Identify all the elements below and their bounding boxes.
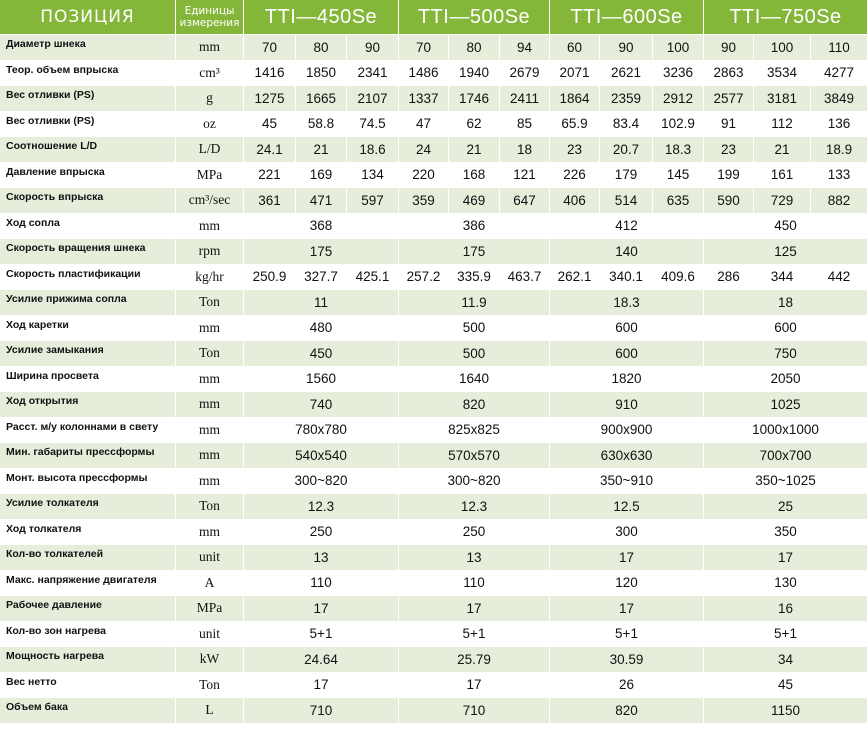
value-cell: 17	[244, 596, 399, 622]
value-cell: 21	[754, 137, 811, 163]
value-cell: 45	[244, 112, 296, 138]
value-cell: 1150	[704, 698, 868, 724]
value-cell: 570x570	[399, 443, 550, 469]
value-cell: 17	[550, 545, 704, 571]
value-cell: 600	[704, 316, 868, 342]
value-cell: 350~1025	[704, 469, 868, 495]
value-cell: 386	[399, 214, 550, 240]
param-label: Ход каретки	[0, 316, 176, 342]
value-cell: 133	[811, 163, 868, 189]
unit-cell: Ton	[176, 341, 244, 367]
value-cell: 18.3	[550, 290, 704, 316]
value-cell: 500	[399, 341, 550, 367]
value-cell: 24.1	[244, 137, 296, 163]
value-cell: 90	[600, 35, 653, 61]
value-cell: 24.64	[244, 647, 399, 673]
value-cell: 1820	[550, 367, 704, 393]
value-cell: 425.1	[347, 265, 399, 291]
value-cell: 140	[550, 239, 704, 265]
value-cell: 1416	[244, 61, 296, 87]
value-cell: 221	[244, 163, 296, 189]
value-cell: 257.2	[399, 265, 449, 291]
param-label: Расст. м/у колоннами в свету	[0, 418, 176, 444]
unit-cell: mm	[176, 418, 244, 444]
header-units: Единицы измерения	[176, 0, 244, 35]
value-cell: 2621	[600, 61, 653, 87]
value-cell: 47	[399, 112, 449, 138]
param-label: Кол-во зон нагрева	[0, 622, 176, 648]
value-cell: 3849	[811, 86, 868, 112]
value-cell: 45	[704, 673, 868, 699]
value-cell: 361	[244, 188, 296, 214]
unit-cell: mm	[176, 520, 244, 546]
value-cell: 168	[449, 163, 500, 189]
unit-cell: Ton	[176, 494, 244, 520]
value-cell: 450	[244, 341, 399, 367]
value-cell: 820	[550, 698, 704, 724]
param-label: Кол-во толкателей	[0, 545, 176, 571]
value-cell: 30.59	[550, 647, 704, 673]
value-cell: 58.8	[296, 112, 347, 138]
value-cell: 18	[500, 137, 550, 163]
value-cell: 91	[704, 112, 754, 138]
value-cell: 20.7	[600, 137, 653, 163]
value-cell: 100	[653, 35, 704, 61]
value-cell: 409.6	[653, 265, 704, 291]
value-cell: 286	[704, 265, 754, 291]
value-cell: 1486	[399, 61, 449, 87]
header-model-500: TTI—500Se	[399, 0, 550, 35]
value-cell: 5+1	[244, 622, 399, 648]
value-cell: 23	[704, 137, 754, 163]
value-cell: 34	[704, 647, 868, 673]
value-cell: 406	[550, 188, 600, 214]
value-cell: 368	[244, 214, 399, 240]
value-cell: 110	[811, 35, 868, 61]
value-cell: 469	[449, 188, 500, 214]
value-cell: 780x780	[244, 418, 399, 444]
param-label: Объем бака	[0, 698, 176, 724]
param-label: Усилие прижима сопла	[0, 290, 176, 316]
value-cell: 729	[754, 188, 811, 214]
param-label: Вес отливки (PS)	[0, 86, 176, 112]
value-cell: 250.9	[244, 265, 296, 291]
value-cell: 882	[811, 188, 868, 214]
value-cell: 80	[296, 35, 347, 61]
value-cell: 750	[704, 341, 868, 367]
value-cell: 2359	[600, 86, 653, 112]
value-cell: 1000x1000	[704, 418, 868, 444]
param-label: Вес нетто	[0, 673, 176, 699]
param-label: Соотношение L/D	[0, 137, 176, 163]
value-cell: 2577	[704, 86, 754, 112]
value-cell: 18.9	[811, 137, 868, 163]
value-cell: 110	[244, 571, 399, 597]
value-cell: 2107	[347, 86, 399, 112]
value-cell: 635	[653, 188, 704, 214]
value-cell: 514	[600, 188, 653, 214]
value-cell: 26	[550, 673, 704, 699]
param-label: Скорость пластификации	[0, 265, 176, 291]
value-cell: 13	[244, 545, 399, 571]
value-cell: 18	[704, 290, 868, 316]
value-cell: 60	[550, 35, 600, 61]
value-cell: 340.1	[600, 265, 653, 291]
value-cell: 179	[600, 163, 653, 189]
value-cell: 1850	[296, 61, 347, 87]
header-model-750: TTI—750Se	[704, 0, 868, 35]
param-label: Макс. напряжение двигателя	[0, 571, 176, 597]
param-label: Рабочее давление	[0, 596, 176, 622]
param-label: Усилие толкателя	[0, 494, 176, 520]
value-cell: 1864	[550, 86, 600, 112]
value-cell: 90	[347, 35, 399, 61]
value-cell: 199	[704, 163, 754, 189]
value-cell: 1940	[449, 61, 500, 87]
unit-cell: kg/hr	[176, 265, 244, 291]
value-cell: 102.9	[653, 112, 704, 138]
header-position: ПОЗИЦИЯ	[0, 0, 176, 35]
value-cell: 262.1	[550, 265, 600, 291]
unit-cell: mm	[176, 35, 244, 61]
value-cell: 70	[399, 35, 449, 61]
value-cell: 900x900	[550, 418, 704, 444]
value-cell: 120	[550, 571, 704, 597]
value-cell: 2341	[347, 61, 399, 87]
unit-cell: rpm	[176, 239, 244, 265]
value-cell: 12.5	[550, 494, 704, 520]
value-cell: 16	[704, 596, 868, 622]
value-cell: 335.9	[449, 265, 500, 291]
value-cell: 2071	[550, 61, 600, 87]
value-cell: 2679	[500, 61, 550, 87]
value-cell: 4277	[811, 61, 868, 87]
value-cell: 17	[704, 545, 868, 571]
value-cell: 125	[704, 239, 868, 265]
value-cell: 300	[550, 520, 704, 546]
value-cell: 480	[244, 316, 399, 342]
value-cell: 1560	[244, 367, 399, 393]
unit-cell: mm	[176, 469, 244, 495]
header-model-600: TTI—600Se	[550, 0, 704, 35]
value-cell: 597	[347, 188, 399, 214]
unit-cell: A	[176, 571, 244, 597]
param-label: Ход сопла	[0, 214, 176, 240]
value-cell: 442	[811, 265, 868, 291]
value-cell: 17	[244, 673, 399, 699]
value-cell: 820	[399, 392, 550, 418]
value-cell: 350	[704, 520, 868, 546]
unit-cell: MPa	[176, 163, 244, 189]
value-cell: 412	[550, 214, 704, 240]
value-cell: 2863	[704, 61, 754, 87]
param-label: Диаметр шнека	[0, 35, 176, 61]
value-cell: 70	[244, 35, 296, 61]
value-cell: 344	[754, 265, 811, 291]
param-label: Мощность нагрева	[0, 647, 176, 673]
value-cell: 2411	[500, 86, 550, 112]
value-cell: 1665	[296, 86, 347, 112]
value-cell: 910	[550, 392, 704, 418]
value-cell: 500	[399, 316, 550, 342]
value-cell: 85	[500, 112, 550, 138]
value-cell: 3534	[754, 61, 811, 87]
value-cell: 94	[500, 35, 550, 61]
value-cell: 5+1	[704, 622, 868, 648]
value-cell: 136	[811, 112, 868, 138]
value-cell: 74.5	[347, 112, 399, 138]
value-cell: 3236	[653, 61, 704, 87]
value-cell: 220	[399, 163, 449, 189]
param-label: Усилие замыкания	[0, 341, 176, 367]
value-cell: 12.3	[244, 494, 399, 520]
value-cell: 25	[704, 494, 868, 520]
value-cell: 250	[399, 520, 550, 546]
value-cell: 21	[296, 137, 347, 163]
value-cell: 630x630	[550, 443, 704, 469]
value-cell: 5+1	[550, 622, 704, 648]
unit-cell: mm	[176, 316, 244, 342]
unit-cell: unit	[176, 545, 244, 571]
value-cell: 350~910	[550, 469, 704, 495]
value-cell: 23	[550, 137, 600, 163]
value-cell: 710	[244, 698, 399, 724]
value-cell: 2912	[653, 86, 704, 112]
unit-cell: Ton	[176, 673, 244, 699]
unit-cell: g	[176, 86, 244, 112]
value-cell: 300~820	[399, 469, 550, 495]
unit-cell: cm³	[176, 61, 244, 87]
param-label: Скорость впрыска	[0, 188, 176, 214]
param-label: Скорость вращения шнека	[0, 239, 176, 265]
value-cell: 169	[296, 163, 347, 189]
value-cell: 13	[399, 545, 550, 571]
value-cell: 24	[399, 137, 449, 163]
value-cell: 11	[244, 290, 399, 316]
value-cell: 62	[449, 112, 500, 138]
value-cell: 17	[399, 673, 550, 699]
value-cell: 2050	[704, 367, 868, 393]
value-cell: 740	[244, 392, 399, 418]
value-cell: 90	[704, 35, 754, 61]
value-cell: 18.6	[347, 137, 399, 163]
value-cell: 175	[244, 239, 399, 265]
value-cell: 18.3	[653, 137, 704, 163]
value-cell: 463.7	[500, 265, 550, 291]
value-cell: 21	[449, 137, 500, 163]
value-cell: 1746	[449, 86, 500, 112]
value-cell: 471	[296, 188, 347, 214]
unit-cell: mm	[176, 367, 244, 393]
header-model-450: TTI—450Se	[244, 0, 399, 35]
value-cell: 134	[347, 163, 399, 189]
param-label: Монт. высота прессформы	[0, 469, 176, 495]
value-cell: 100	[754, 35, 811, 61]
value-cell: 17	[399, 596, 550, 622]
unit-cell: L/D	[176, 137, 244, 163]
value-cell: 600	[550, 341, 704, 367]
value-cell: 825x825	[399, 418, 550, 444]
value-cell: 65.9	[550, 112, 600, 138]
value-cell: 130	[704, 571, 868, 597]
value-cell: 250	[244, 520, 399, 546]
value-cell: 161	[754, 163, 811, 189]
value-cell: 590	[704, 188, 754, 214]
value-cell: 121	[500, 163, 550, 189]
unit-cell: cm³/sec	[176, 188, 244, 214]
value-cell: 710	[399, 698, 550, 724]
value-cell: 1640	[399, 367, 550, 393]
param-label: Ход толкателя	[0, 520, 176, 546]
unit-cell: mm	[176, 443, 244, 469]
unit-cell: L	[176, 698, 244, 724]
unit-cell: kW	[176, 647, 244, 673]
value-cell: 3181	[754, 86, 811, 112]
param-label: Мин. габариты прессформы	[0, 443, 176, 469]
value-cell: 25.79	[399, 647, 550, 673]
param-label: Вес отливки (PS)	[0, 112, 176, 138]
param-label: Теор. объем впрыска	[0, 61, 176, 87]
value-cell: 600	[550, 316, 704, 342]
value-cell: 359	[399, 188, 449, 214]
unit-cell: mm	[176, 214, 244, 240]
unit-cell: Ton	[176, 290, 244, 316]
value-cell: 1337	[399, 86, 449, 112]
value-cell: 17	[550, 596, 704, 622]
value-cell: 647	[500, 188, 550, 214]
value-cell: 80	[449, 35, 500, 61]
value-cell: 83.4	[600, 112, 653, 138]
value-cell: 5+1	[399, 622, 550, 648]
value-cell: 327.7	[296, 265, 347, 291]
value-cell: 11.9	[399, 290, 550, 316]
value-cell: 145	[653, 163, 704, 189]
param-label: Ширина просвета	[0, 367, 176, 393]
value-cell: 1275	[244, 86, 296, 112]
unit-cell: unit	[176, 622, 244, 648]
param-label: Ход открытия	[0, 392, 176, 418]
value-cell: 1025	[704, 392, 868, 418]
param-label: Давление впрыска	[0, 163, 176, 189]
value-cell: 175	[399, 239, 550, 265]
value-cell: 12.3	[399, 494, 550, 520]
value-cell: 700x700	[704, 443, 868, 469]
unit-cell: MPa	[176, 596, 244, 622]
unit-cell: mm	[176, 392, 244, 418]
value-cell: 540x540	[244, 443, 399, 469]
value-cell: 300~820	[244, 469, 399, 495]
value-cell: 226	[550, 163, 600, 189]
value-cell: 110	[399, 571, 550, 597]
value-cell: 112	[754, 112, 811, 138]
unit-cell: oz	[176, 112, 244, 138]
value-cell: 450	[704, 214, 868, 240]
